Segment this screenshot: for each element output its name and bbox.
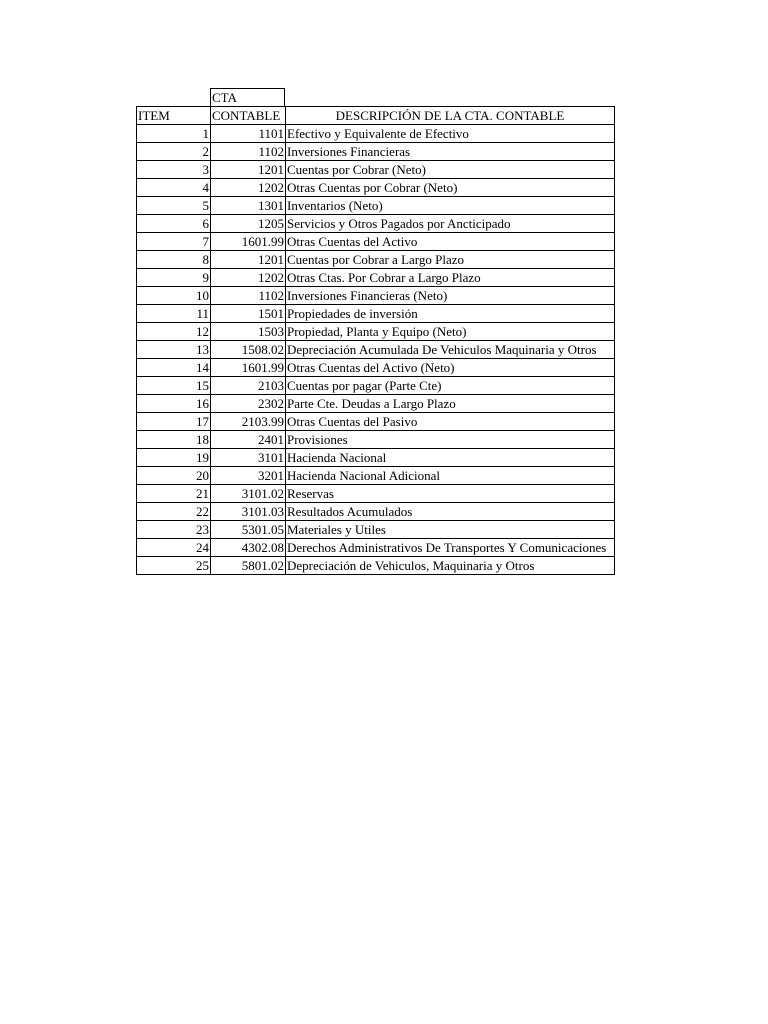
cta-contable-cell: 3101.03	[211, 503, 286, 521]
descripcion-cell: Depreciación Acumulada De Vehiculos Maquinaria y Otros	[286, 341, 615, 359]
item-cell: 8	[137, 251, 211, 269]
item-cell: 25	[137, 557, 211, 575]
descripcion-cell: Parte Cte. Deudas a Largo Plazo	[286, 395, 615, 413]
table-row	[137, 377, 615, 395]
cta-contable-cell: 1503	[211, 323, 286, 341]
cta-contable-cell: 1102	[211, 287, 286, 305]
table-row	[137, 161, 615, 179]
item-cell: 11	[137, 305, 211, 323]
table-row	[137, 179, 615, 197]
descripcion-cell: Depreciación de Vehiculos, Maquinaria y Otros	[286, 557, 615, 575]
item-cell: 6	[137, 215, 211, 233]
cta-contable-cell: 2103.99	[211, 413, 286, 431]
table-row	[137, 485, 615, 503]
table-row	[137, 557, 615, 575]
descripcion-cell: Hacienda Nacional Adicional	[286, 467, 615, 485]
item-cell: 24	[137, 539, 211, 557]
cta-contable-cell: 1205	[211, 215, 286, 233]
descripcion-cell: Reservas	[286, 485, 615, 503]
descripcion-cell: Inversiones Financieras (Neto)	[286, 287, 615, 305]
cta-contable-cell: 1508.02	[211, 341, 286, 359]
item-cell: 12	[137, 323, 211, 341]
cta-contable-cell: 3201	[211, 467, 286, 485]
cta-contable-cell: 1202	[211, 269, 286, 287]
item-cell: 21	[137, 485, 211, 503]
descripcion-cell: Otras Cuentas del Pasivo	[286, 413, 615, 431]
cta-contable-cell: 2302	[211, 395, 286, 413]
item-cell: 14	[137, 359, 211, 377]
item-cell: 4	[137, 179, 211, 197]
table-row	[137, 413, 615, 431]
cta-contable-cell: 3101.02	[211, 485, 286, 503]
table-row	[137, 197, 615, 215]
cta-contable-cell: 1201	[211, 161, 286, 179]
cta-contable-cell: 1201	[211, 251, 286, 269]
cta-contable-cell: 5301.05	[211, 521, 286, 539]
header-descripcion: DESCRIPCIÓN DE LA CTA. CONTABLE	[286, 107, 615, 125]
descripcion-cell: Otras Ctas. Por Cobrar a Largo Plazo	[286, 269, 615, 287]
descripcion-cell: Cuentas por pagar (Parte Cte)	[286, 377, 615, 395]
accounts-table	[136, 106, 615, 575]
cta-contable-cell: 1202	[211, 179, 286, 197]
descripcion-cell: Inventarios (Neto)	[286, 197, 615, 215]
table-row	[137, 305, 615, 323]
table-row	[137, 233, 615, 251]
table-row	[137, 359, 615, 377]
table-row	[137, 215, 615, 233]
item-cell: 10	[137, 287, 211, 305]
item-cell: 20	[137, 467, 211, 485]
table-row	[137, 125, 615, 143]
item-cell: 9	[137, 269, 211, 287]
descripcion-cell: Otras Cuentas del Activo (Neto)	[286, 359, 615, 377]
item-cell: 18	[137, 431, 211, 449]
cta-contable-cell: 5801.02	[211, 557, 286, 575]
table-row	[137, 431, 615, 449]
cta-contable-cell: 2103	[211, 377, 286, 395]
descripcion-cell: Hacienda Nacional	[286, 449, 615, 467]
cta-contable-cell: 1301	[211, 197, 286, 215]
descripcion-cell: Servicios y Otros Pagados por Ancticipado	[286, 215, 615, 233]
descripcion-cell: Inversiones Financieras	[286, 143, 615, 161]
item-cell: 23	[137, 521, 211, 539]
item-cell: 3	[137, 161, 211, 179]
cta-contable-cell: 1501	[211, 305, 286, 323]
descripcion-cell: Efectivo y Equivalente de Efectivo	[286, 125, 615, 143]
cta-contable-cell: 1102	[211, 143, 286, 161]
cta-contable-cell: 1601.99	[211, 233, 286, 251]
descripcion-cell: Provisiones	[286, 431, 615, 449]
cta-contable-cell: 1601.99	[211, 359, 286, 377]
descripcion-cell: Propiedad, Planta y Equipo (Neto)	[286, 323, 615, 341]
table-row	[137, 449, 615, 467]
descripcion-cell: Materiales y Utiles	[286, 521, 615, 539]
cta-contable-cell: 1101	[211, 125, 286, 143]
item-cell: 2	[137, 143, 211, 161]
descripcion-cell: Cuentas por Cobrar (Neto)	[286, 161, 615, 179]
table-row	[137, 395, 615, 413]
descripcion-cell: Cuentas por Cobrar a Largo Plazo	[286, 251, 615, 269]
header-cta-top: CTA	[210, 88, 285, 106]
header-cta-contable: CONTABLE	[211, 107, 286, 125]
descripcion-cell: Propiedades de inversión	[286, 305, 615, 323]
descripcion-cell: Otras Cuentas del Activo	[286, 233, 615, 251]
header-row	[137, 107, 615, 125]
table-row	[137, 143, 615, 161]
cta-contable-cell: 2401	[211, 431, 286, 449]
cta-contable-cell: 4302.08	[211, 539, 286, 557]
descripcion-cell: Resultados Acumulados	[286, 503, 615, 521]
table-body	[137, 107, 615, 575]
item-cell: 19	[137, 449, 211, 467]
descripcion-cell: Otras Cuentas por Cobrar (Neto)	[286, 179, 615, 197]
table-row	[137, 521, 615, 539]
table-row	[137, 539, 615, 557]
table-row	[137, 467, 615, 485]
descripcion-cell: Derechos Administrativos De Transportes Y Comunicaciones	[286, 539, 615, 557]
item-cell: 1	[137, 125, 211, 143]
table-row	[137, 503, 615, 521]
table-row	[137, 251, 615, 269]
item-cell: 13	[137, 341, 211, 359]
table-row	[137, 323, 615, 341]
table-row	[137, 287, 615, 305]
header-item: ITEM	[137, 107, 211, 125]
item-cell: 22	[137, 503, 211, 521]
table-row	[137, 269, 615, 287]
item-cell: 7	[137, 233, 211, 251]
item-cell: 17	[137, 413, 211, 431]
item-cell: 5	[137, 197, 211, 215]
table-row	[137, 341, 615, 359]
item-cell: 16	[137, 395, 211, 413]
cta-contable-cell: 3101	[211, 449, 286, 467]
item-cell: 15	[137, 377, 211, 395]
